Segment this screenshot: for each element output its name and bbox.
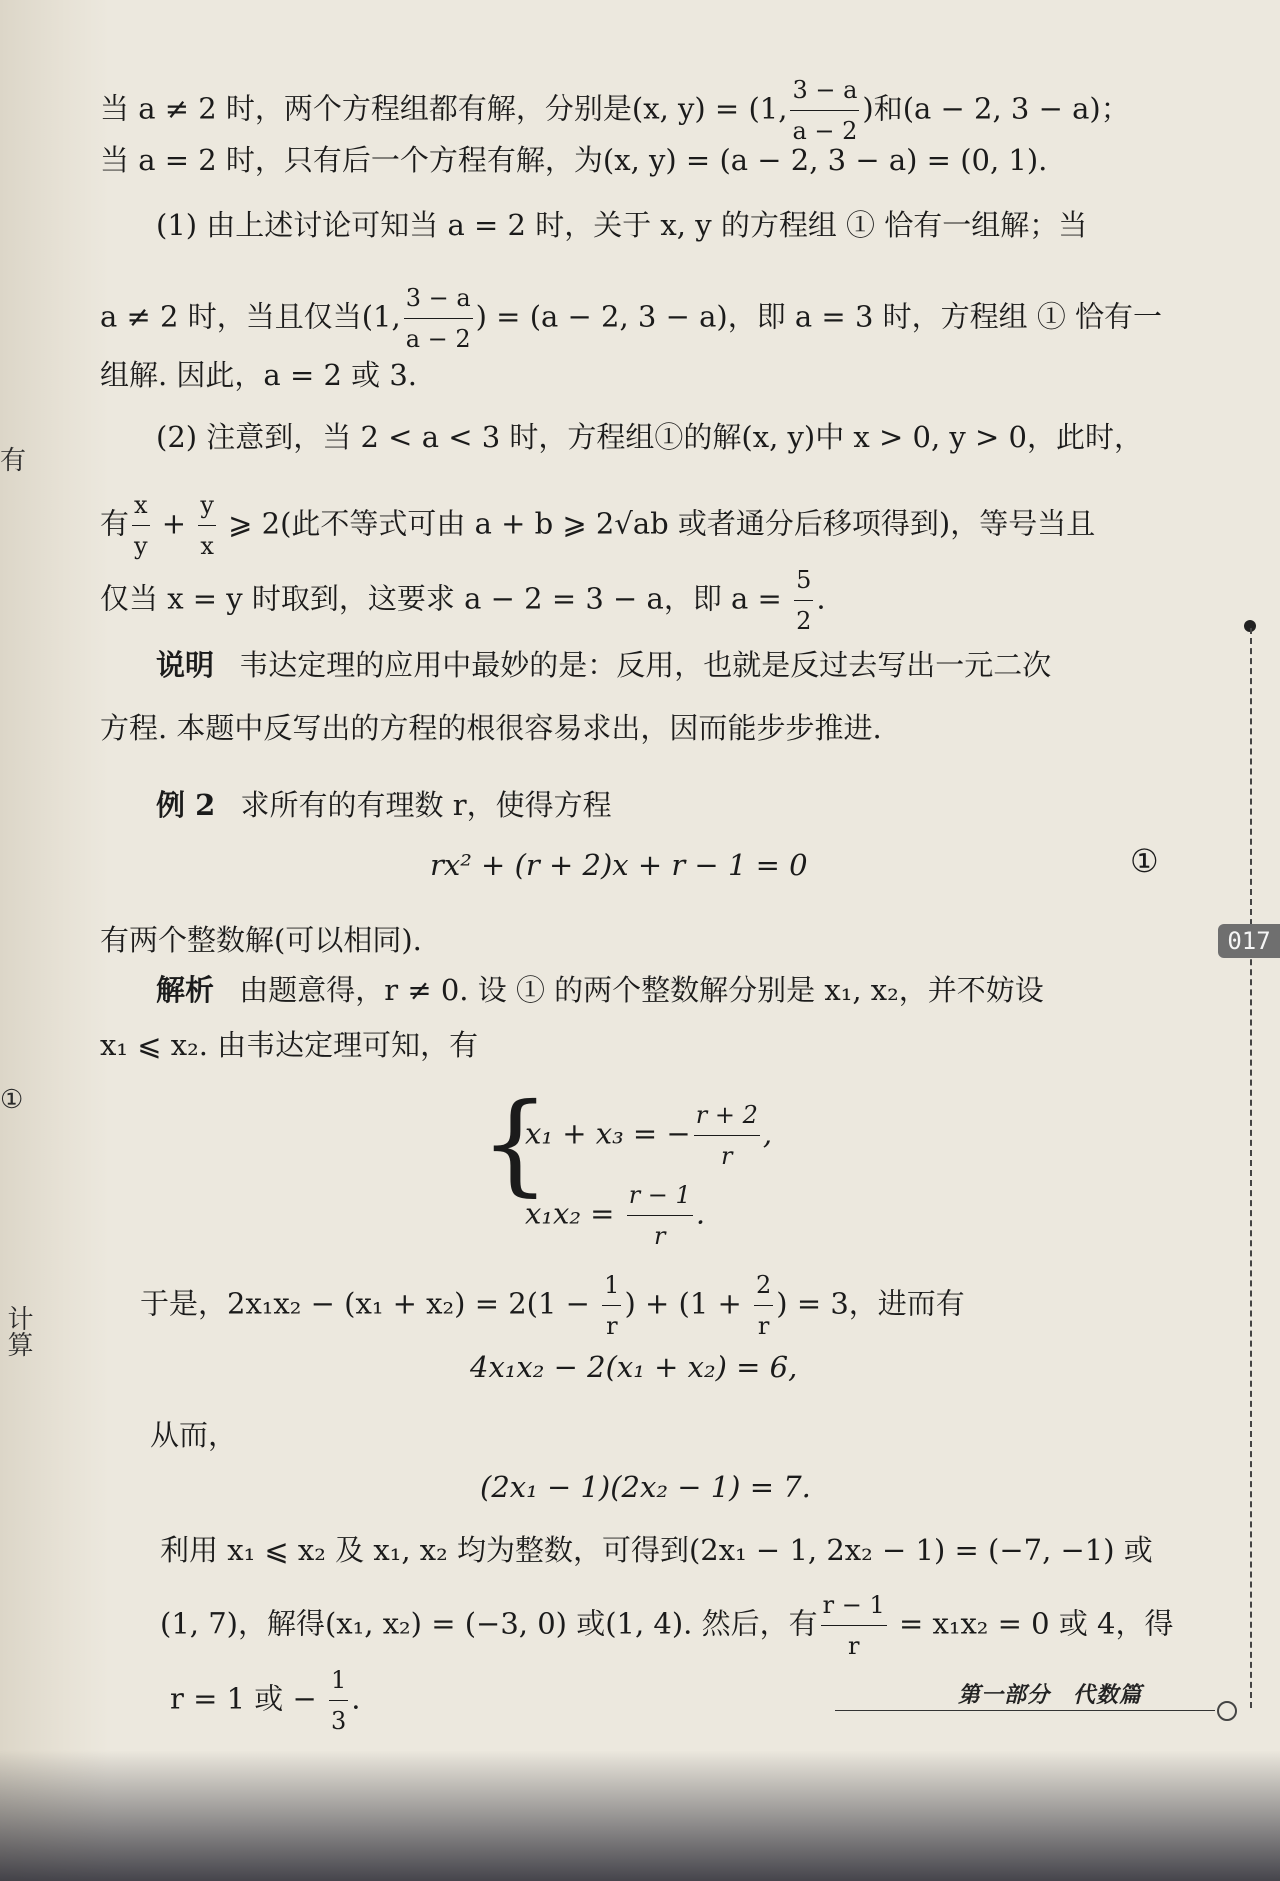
use-line-2: (1, 7)，解得(x₁, x₂) = (−3, 0) 或(1, 4). 然后，有 $\frac{r - 1}{r}$ = x₁x₂ = 0 或 4，得 [160,1585,1174,1666]
use-line-1: 利用 x₁ ⩽ x₂ 及 x₁, x₂ 均为整数，可得到(2x₁ − 1, 2x₂ − 1) = (−7, −1) 或 [160,1533,1153,1567]
page-number: 017 [1218,924,1280,958]
fraction: $\frac{r - 1}{r}$ [821,1585,887,1666]
fraction: $\frac{r + 2}{r}$ [694,1095,760,1176]
system-eq-1: x₁ + x₃ = − $\frac{r + 2}{r}$ , [525,1095,772,1176]
solution-line-1: 解析 由题意得，r ≠ 0. 设 ① 的两个整数解分别是 x₁, x₂，并不妨设 [156,973,1044,1007]
text-line-1: 当 a ≠ 2 时，两个方程组都有解，分别是(x, y) = (1, $\frac{3 - a}{a - 2}$ )和(a − 2, 3 − a)； [100,70,1130,151]
text-line-7: 有 $\frac{x}{y}$ + $\frac{y}{x}$ ⩾ 2(此不等式可由 a + b ⩾ 2√ab 或者通分后移项得到)，等号当且 [100,485,1095,566]
adjacent-page-text: 计算 [3,1305,33,1357]
equation-system [480,1079,880,1250]
equation-tag: ① [1130,842,1159,880]
text-line-6: (2) 注意到，当 2 < a < 3 时，方程组①的解(x, y)中 x > 0, y > 0，此时， [156,420,1143,454]
running-footer: 第一部分 代数篇 [958,1683,1143,1708]
example-heading: 例 2 求所有的有理数 r，使得方程 [156,788,612,822]
fraction: $\frac{2}{r}$ [754,1265,773,1346]
fraction: $\frac{5}{2}$ [794,560,813,641]
margin-dashed-line [1250,628,1252,1708]
hence-line: 从而， [150,1418,238,1452]
fraction: $\frac{1}{3}$ [329,1660,348,1741]
text-line-5: 组解. 因此，a = 2 或 3. [100,358,418,392]
text-line-3: (1) 由上述讨论可知当 a = 2 时，关于 x, y 的方程组 ① 恰有一组解；当 [156,208,1088,242]
left-brace: { [480,1079,550,1207]
page-spine-shade [0,0,110,1881]
result-line: r = 1 或 − $\frac{1}{3}$ . [170,1660,361,1741]
bottom-shadow [0,1750,1280,1881]
footer-rule [835,1710,1215,1711]
system-eq-2: x₁x₂ = $\frac{r - 1}{r}$ . [525,1175,705,1256]
text-line-2: 当 a = 2 时，只有后一个方程有解，为(x, y) = (a − 2, 3 − a) = (0, 1). [100,143,1048,177]
fraction: $\frac{x}{y}$ [132,485,150,566]
fraction: $\frac{1}{r}$ [602,1265,621,1346]
then-line: 于是，2x₁x₂ − (x₁ + x₂) = 2(1 − $\frac{1}{r}$ ) + (1 + $\frac{2}{r}$ ) = 3，进而有 [140,1265,965,1346]
fraction: $\frac{y}{x}$ [198,485,216,566]
adjacent-page-text: ① [0,1085,24,1115]
solution-label: 解析 [156,973,215,1007]
solution-line-2: x₁ ⩽ x₂. 由韦达定理可知，有 [100,1028,479,1062]
fraction: $\frac{r - 1}{r}$ [627,1175,693,1256]
equation-2: 4x₁x₂ − 2(x₁ + x₂) = 6, [470,1350,798,1384]
fraction: $\frac{3 - a}{a - 2}$ [790,70,859,151]
equation-1: rx² + (r + 2)x + r − 1 = 0 [430,848,808,882]
equation-3: (2x₁ − 1)(2x₂ − 1) = 7. [480,1470,811,1504]
note-label: 说明 [156,648,215,682]
footer-circle-icon [1217,1701,1237,1721]
example-tail: 有两个整数解(可以相同). [100,923,422,957]
fraction: $\frac{3 - a}{a - 2}$ [404,278,473,359]
note-line-1: 说明 韦达定理的应用中最妙的是：反用，也就是反过去写出一元二次 [156,648,1052,682]
text-line-4: a ≠ 2 时，当且仅当(1, $\frac{3 - a}{a - 2}$ ) = (a − 2, 3 − a)，即 a = 3 时，方程组 ① 恰有一 [100,278,1162,359]
note-line-2: 方程. 本题中反写出的方程的根很容易求出，因而能步步推进. [100,711,882,745]
text-line-8: 仅当 x = y 时取到，这要求 a − 2 = 3 − a，即 a = $\frac{5}{2}$ . [100,560,826,641]
adjacent-page-text: 有 [0,446,27,476]
example-label: 例 2 [156,788,216,822]
